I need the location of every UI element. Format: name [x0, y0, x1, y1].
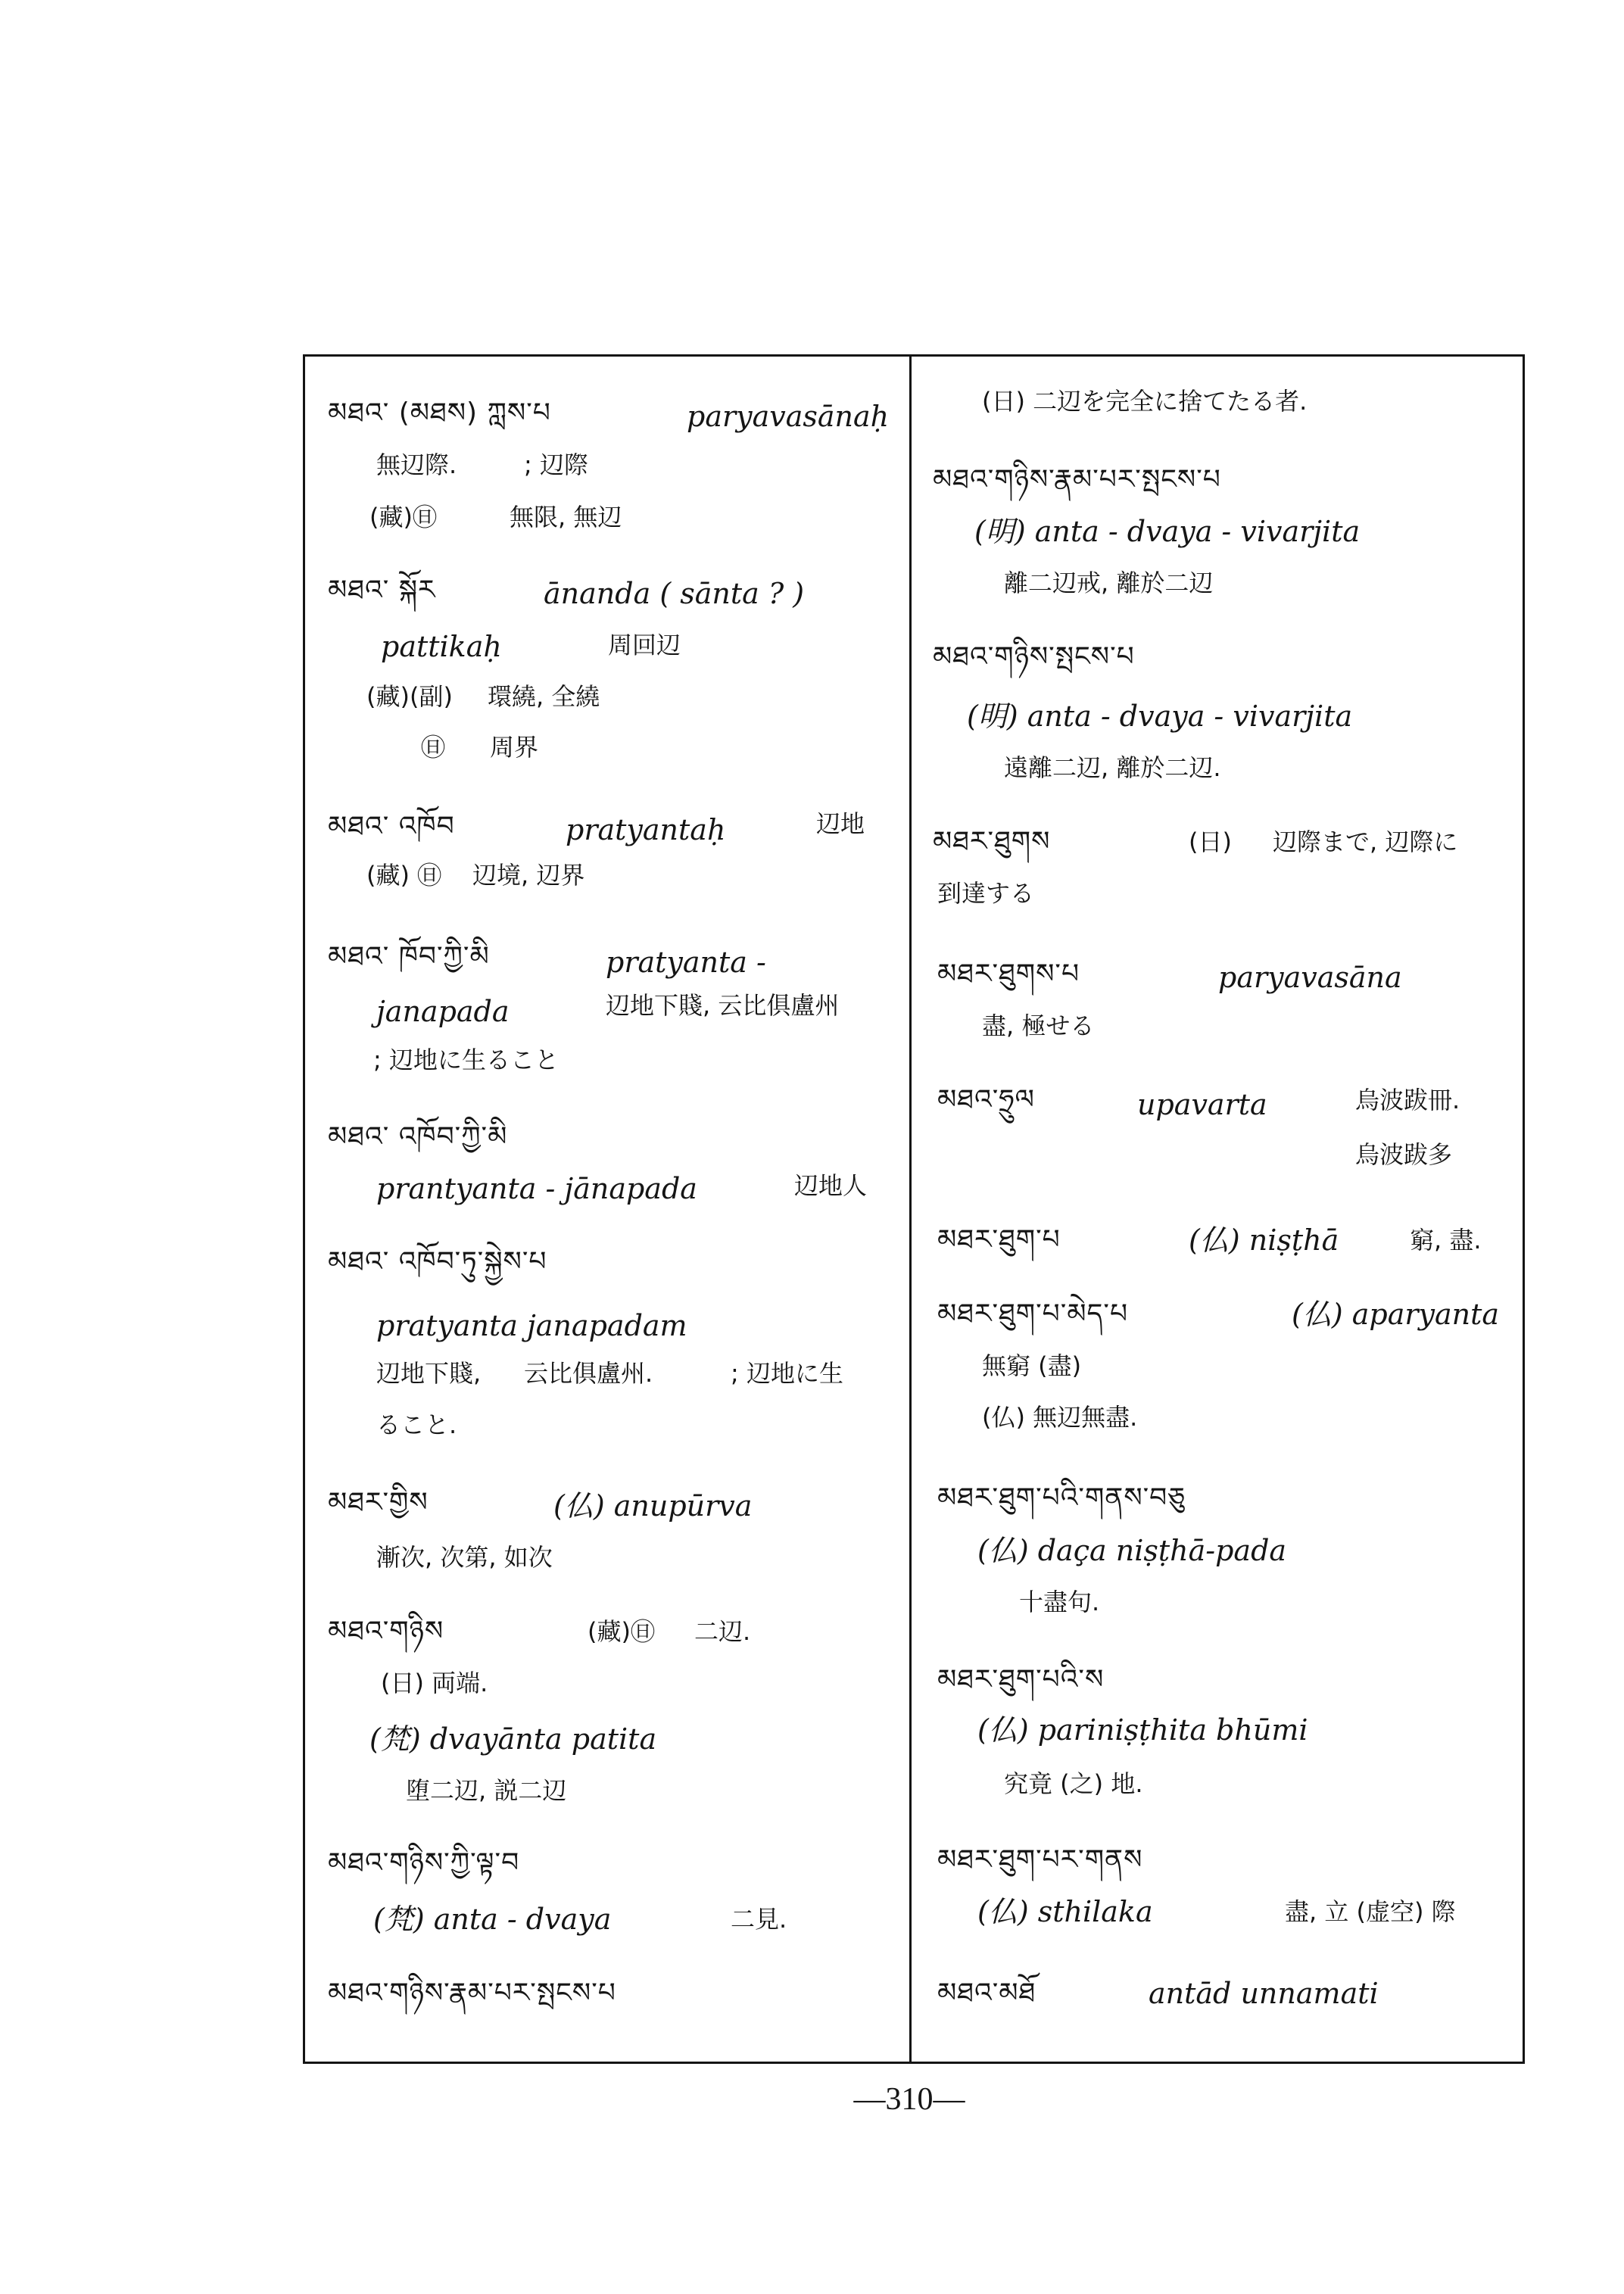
headword: མཐའ་ ཁོབ་ཀྱི་མི	[328, 941, 490, 972]
headword: མཐའ་ འཁོབ་ཀྱི་མི	[328, 1121, 508, 1152]
dictionary-frame	[303, 354, 1525, 2064]
sanskrit-equivalent: paryavasānaḥ	[687, 400, 890, 433]
sanskrit-equivalent: prantyanta - jānapada	[376, 1172, 697, 1205]
gloss-text: 辺際まで, 辺際に	[1273, 828, 1458, 856]
gloss-text: 無辺際.	[376, 450, 457, 479]
gloss-text: 烏波跋冊.	[1355, 1086, 1460, 1114]
gloss-text: 遠離二辺, 離於二辺.	[1004, 753, 1221, 782]
sanskrit-equivalent: (仏) daça niṣṭhā-pada	[977, 1534, 1287, 1567]
headword: མཐའ་ འཁོབ	[328, 811, 455, 842]
sanskrit-equivalent: pratyanta -	[606, 946, 766, 979]
right-column	[909, 357, 1523, 2062]
headword: མཐའ་ སྐོར	[328, 575, 436, 606]
source-note: (藏)㊐	[588, 1617, 655, 1646]
gloss-text: ; 辺際	[524, 450, 588, 479]
source-note: (藏)(副)	[366, 682, 453, 711]
headword: མཐར་ཐུག་པ་མེད་པ	[937, 1298, 1129, 1329]
gloss-text: 十盡句.	[1019, 1588, 1100, 1616]
sanskrit-equivalent: (仏) niṣṭhā	[1189, 1223, 1339, 1257]
sanskrit-equivalent: pratyanta janapadam	[376, 1309, 687, 1342]
continued-gloss: (日) 二辺を完全に捨てたる者.	[982, 387, 1308, 416]
gloss-text: 環繞, 全繞	[488, 682, 600, 711]
sanskrit-equivalent: antād unnamati	[1149, 1977, 1379, 2010]
headword: མཐར་གྱིས	[328, 1487, 429, 1518]
gloss-text: 窮, 盡.	[1410, 1226, 1482, 1255]
headword: མཐའ་ (མཐས) ཀླས་པ	[328, 397, 551, 429]
gloss-text: 辺境, 辺界	[472, 861, 585, 890]
gloss-text: 辺地下賤, 云比俱盧州	[606, 991, 840, 1020]
gloss-text: 二辺.	[694, 1617, 751, 1646]
headword: མཐའ་མཐོ	[937, 1978, 1036, 2009]
page-number: —310—	[853, 2082, 965, 2117]
gloss-text: 辺地人	[794, 1171, 868, 1200]
gloss-text: 離二辺戒, 離於二辺	[1004, 569, 1214, 597]
sanskrit-equivalent: (仏) sthilaka	[977, 1895, 1153, 1928]
headword: མཐའ་གཉིས་སྤངས་པ	[933, 641, 1135, 672]
sanskrit-equivalent: janapada	[376, 995, 510, 1028]
sanskrit-equivalent: (梵) anta - dvaya	[373, 1903, 612, 1936]
headword: མཐར་ཐུག་པར་གནས	[937, 1844, 1143, 1875]
gloss-text: 漸次, 次第, 如次	[376, 1543, 553, 1572]
gloss-text: 到達する	[937, 879, 1035, 908]
gloss-text: (仏) 無辺無盡.	[982, 1403, 1138, 1432]
headword: མཐར་ཐུག་པའི་ས	[937, 1664, 1105, 1695]
headword: མཐའ་གཉིས་རྣམ་པར་སྤངས་པ	[328, 1978, 616, 2009]
sanskrit-equivalent: upavarta	[1137, 1088, 1267, 1121]
headword: མཐའ་གཉིས་རྣམ་པར་སྤངས་པ	[933, 464, 1221, 495]
gloss-text: 烏波跋多	[1355, 1140, 1453, 1169]
sanskrit-equivalent: (明) anta - dvaya - vivarjita	[974, 515, 1361, 548]
headword: མཐར་ཐུགས	[933, 826, 1051, 857]
gloss-text: 盡, 立 (虚空) 際	[1285, 1897, 1456, 1926]
gloss-text: 辺地	[816, 809, 865, 838]
sanskrit-equivalent: (仏) pariniṣṭhita bhūmi	[977, 1713, 1308, 1747]
headword: མཐར་ཐུག་པའི་གནས་བཅུ	[937, 1482, 1186, 1513]
sanskrit-equivalent: ānanda ( sānta ? )	[544, 577, 805, 610]
gloss-text: ; 辺地に生	[731, 1359, 843, 1388]
sanskrit-equivalent: (明) anta - dvaya - vivarjita	[967, 700, 1353, 733]
headword: མཐའ་གཉིས	[328, 1616, 444, 1647]
gloss-text: 無限, 無辺	[510, 503, 622, 531]
left-column	[305, 357, 909, 2062]
gloss-text: (日) 両端.	[381, 1669, 488, 1697]
source-note: ㊐	[421, 733, 446, 762]
sanskrit-equivalent: (仏) anupūrva	[553, 1489, 753, 1523]
sanskrit-equivalent: paryavasāna	[1218, 961, 1402, 994]
gloss-text: ること.	[376, 1410, 457, 1439]
gloss-text: ; 辺地に生ること	[373, 1046, 559, 1074]
gloss-text: 周回辺	[608, 631, 681, 659]
sanskrit-equivalent: pratyantaḥ	[566, 813, 726, 846]
gloss-text: 云比俱盧州.	[524, 1359, 653, 1388]
source-note: (藏) ㊐	[366, 861, 442, 890]
gloss-text: 辺地下賤,	[376, 1359, 482, 1388]
source-note: (藏)㊐	[369, 503, 437, 531]
gloss-text: 二見.	[731, 1905, 787, 1934]
headword: མཐར་ཐུག་པ	[937, 1224, 1061, 1255]
gloss-text: 究竟 (之) 地.	[1004, 1769, 1143, 1798]
headword: མཐར་ཐུགས་པ	[937, 958, 1080, 990]
gloss-text: 堕二辺, 説二辺	[406, 1776, 567, 1805]
sanskrit-equivalent: (梵) dvayānta patita	[369, 1722, 657, 1756]
sanskrit-equivalent: (仏) aparyanta	[1292, 1298, 1500, 1331]
gloss-text: 盡, 極せる	[982, 1011, 1095, 1040]
gloss-text: 無窮 (盡)	[982, 1351, 1082, 1380]
headword: མཐའ་ཧྲུལ	[937, 1084, 1035, 1115]
headword: མཐའ་གཉིས་ཀྱི་ལྟ་བ	[328, 1847, 520, 1878]
gloss-text: 周界	[490, 733, 539, 762]
headword: མཐའ་ འཁོབ་ཏུ་སྐྱེས་པ	[328, 1246, 547, 1277]
source-note: (日)	[1189, 828, 1232, 856]
sanskrit-equivalent: pattikaḥ	[381, 630, 502, 663]
